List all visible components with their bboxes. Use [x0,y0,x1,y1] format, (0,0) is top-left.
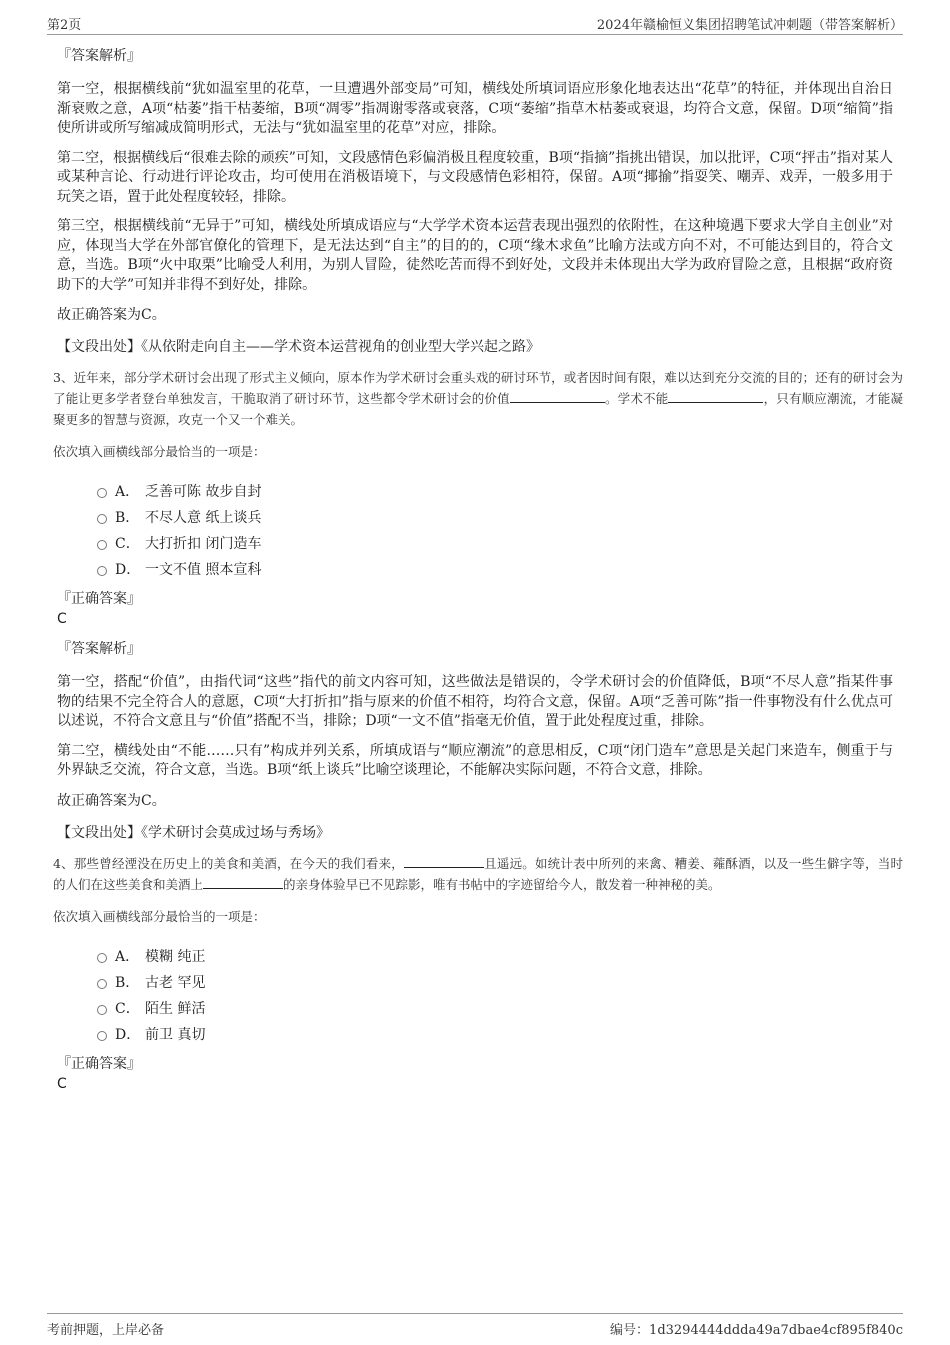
source-citation: 【文段出处】《从依附走向自主——学术资本运营视角的创业型大学兴起之路》 [57,339,540,355]
radio-icon[interactable] [97,979,107,989]
correct-answer: C [57,1075,67,1092]
analysis-label: 『答案解析』 [57,641,141,657]
correct-answer-label: 『正确答案』 [57,591,141,607]
radio-icon[interactable] [97,488,107,498]
radio-icon[interactable] [97,1031,107,1041]
document-id: 编号：1d3294444ddda49a7dbae4cf895f840c [610,1323,903,1338]
option-a[interactable]: A． 模糊 纯正 [97,947,893,967]
correct-answer: C [57,611,67,627]
page-content [53,46,903,1104]
question-prompt: 依次填入画横线部分最恰当的一项是： [53,444,266,459]
answer-blank [668,390,763,403]
analysis-paragraph: 第一空，搭配“价值”，由指代词“这些”指代的前文内容可知，这些做法是错误的，令学术研讨会的价值降低，B项“不尽人意”指某件事物的结果不完全符合人的意愿，C项“大打折扣”指与原来的价值不相符，均符合文意，保留。A项“乏善可陈”指一件事物没有什么优点可以述说，不符合文意且与“价值”搭配不当，排除；D项“一文不值”指毫无价值，置于此处程度过重，排除。 [57,674,893,729]
analysis-paragraph: 第三空，根据横线前“无异于”可知，横线处所填成语应与“大学学术资本运营表现出强烈的依附性，在这种境遇下要求大学自主创业”对应，体现当大学在外部官僚化的管理下，是无法达到“自主”的目的的，C项“缘木求鱼”比喻方法或方向不对，不可能达到目的，符合文意，当选。B项“火中取栗”比喻受人利用，为别人冒险，徒然吃苦而得不到好处，文段并未体现出大学为政府冒险之意，且根据“政府资助下的大学”可知并非得不到好处，排除。 [57,218,893,293]
analysis-paragraph: 第二空，横线处由“不能……只有”构成并列关系，所填成语与“顺应潮流”的意思相反，C项“闭门造车”意思是关起门来造车，侧重于与外界缺乏交流，符合文意，当选。B项“纸上谈兵”比喻空谈理论，不能解决实际问题，不符合文意，排除。 [57,742,893,778]
option-c[interactable]: C． 陌生 鲜活 [97,999,893,1019]
question-stem: 4、那些曾经湮没在历史上的美食和美酒，在今天的我们看来， 且遥远。如统计表中所列的来禽、糟姜、蕹酥酒，以及一些生僻字等，当时的人们在这些美食和美酒上 的亲身体验早已不见踪影，唯有书帖中的字迹留给今人，散发着一种神秘的美。 [53,855,903,892]
option-d[interactable]: D． 一文不值 照本宣科 [97,560,893,580]
option-a[interactable]: A． 乏善可陈 故步自封 [97,482,893,502]
question-stem: 3、近年来，部分学术研讨会出现了形式主义倾向，原本作为学术研讨会重头戏的研讨环节，或者因时间有限，难以达到充分交流的目的；还有的研讨会为了能让更多学者登台单独发言，干脆取消了研讨环节，这些都令学术研讨会的价值 。学术不能 ，只有顺应潮流，才能凝聚更多的智慧与资源，攻克一个又一个难关。 [53,370,903,427]
answer-blank [404,855,484,868]
radio-icon[interactable] [97,953,107,963]
option-c[interactable]: C． 大打折扣 闭门造车 [97,534,893,554]
answer-blank [203,876,283,889]
option-b[interactable]: B． 不尽人意 纸上谈兵 [97,508,893,528]
radio-icon[interactable] [97,1005,107,1015]
analysis-paragraph: 第一空，根据横线前“犹如温室里的花草，一旦遭遇外部变局”可知，横线处所填词语应形象化地表达出“花草”的特征，并体现出自治日渐衰败之意，A项“枯萎”指干枯萎缩，B项“凋零”指凋谢零落或衰落，C项“萎缩”指草木枯萎或衰退，均符合文意，保留。D项“缩简”指使所讲或所写缩减成简明形式，无法与“犹如温室里的花草”对应，排除。 [57,81,893,136]
question-prompt: 依次填入画横线部分最恰当的一项是： [53,908,266,924]
analysis-label: 『答案解析』 [57,48,141,64]
page-number: 第2页 [47,18,82,33]
page-footer [47,1313,903,1336]
option-b[interactable]: B． 古老 罕见 [97,973,893,993]
document-title: 2024年赣榆恒义集团招聘笔试冲刺题（带答案解析） [596,18,903,33]
option-d[interactable]: D． 前卫 真切 [97,1025,893,1045]
source-citation: 【文段出处】《学术研讨会莫成过场与秀场》 [57,824,330,841]
radio-icon[interactable] [97,566,107,576]
option-list [97,947,893,1045]
radio-icon[interactable] [97,514,107,524]
radio-icon[interactable] [97,540,107,550]
page-header [47,14,903,35]
conclusion-text: 故正确答案为C。 [57,792,166,809]
footer-slogan: 考前押题，上岸必备 [47,1323,165,1338]
option-list [97,482,893,580]
analysis-paragraph: 第二空，根据横线后“很难去除的顽疾”可知，文段感情色彩偏消极且程度较重，B项“指摘”指挑出错误，加以批评，C项“抨击”指对某人或某种言论、行动进行评论攻击，均可使用在消极语境下，与文段感情色彩相符，保留。A项“揶揄”指耍笑、嘲弄、戏弄，一般多用于玩笑之语，置于此处程度较轻，排除。 [57,149,893,205]
correct-answer-label: 『正确答案』 [57,1055,141,1072]
conclusion-text: 故正确答案为C。 [57,307,166,323]
answer-blank [510,390,605,403]
